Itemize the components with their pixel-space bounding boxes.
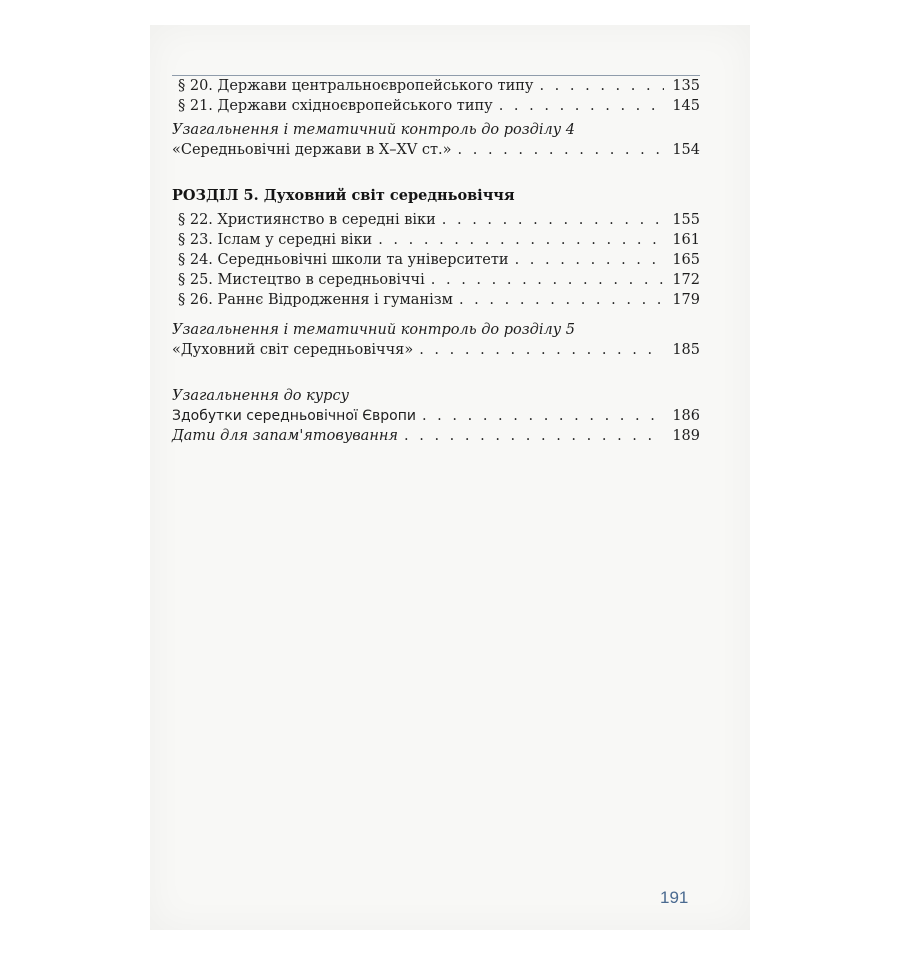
toc-entry-page: 161 (672, 232, 700, 248)
toc-entry-20 (172, 76, 700, 96)
toc-entry-21 (172, 96, 700, 116)
toc-entry-title: § 26. Раннє Відродження і гуманізм (178, 292, 453, 308)
table-of-contents (172, 76, 700, 446)
dot-leader (419, 340, 664, 360)
toc-entry-title: Дати для запам'ятовування (172, 428, 399, 444)
dot-leader (422, 406, 664, 426)
toc-entry-title: § 25. Мистецтво в середньовіччі (178, 272, 425, 288)
toc-entry-23 (172, 230, 700, 250)
toc-entry-page: 185 (672, 342, 700, 358)
section5-summary-line1: Узагальнення і тематичний контроль до розділу 5 (172, 322, 575, 338)
toc-entry-24 (172, 250, 700, 270)
toc-entry-page: 145 (672, 98, 700, 114)
section4-summary-entry (172, 140, 700, 160)
course-summary-heading: Узагальнення до курсу (172, 388, 349, 404)
toc-entry-page: 135 (672, 78, 700, 94)
toc-entry-page: 186 (672, 408, 700, 424)
dot-leader (378, 230, 664, 250)
section5-heading: РОЗДІЛ 5. Духовний світ середньовіччя (172, 187, 515, 204)
toc-entry-title: § 20. Держави центральноєвропейського типу (178, 78, 534, 94)
course-summary-entry (172, 406, 700, 426)
toc-entry-title: § 21. Держави східноєвропейського типу (178, 98, 493, 114)
toc-entry-page: 165 (672, 252, 700, 268)
toc-entry-title: «Середньовічні держави в X–XV ст.» (172, 142, 452, 158)
toc-entry-page: 179 (672, 292, 700, 308)
dot-leader (442, 210, 664, 230)
dot-leader (404, 426, 664, 446)
section5-summary-entry (172, 340, 700, 360)
toc-entry-26 (172, 290, 700, 310)
toc-entry-22 (172, 210, 700, 230)
dot-leader (458, 140, 664, 160)
toc-entry-title: § 22. Християнство в середні віки (178, 212, 436, 228)
page-number: 191 (660, 888, 689, 907)
toc-entry-page: 172 (672, 272, 700, 288)
dot-leader (515, 250, 664, 270)
dot-leader (431, 270, 664, 290)
toc-entry-title: § 24. Середньовічні школи та університети (178, 252, 509, 268)
toc-entry-25 (172, 270, 700, 290)
toc-entry-page: 154 (672, 142, 700, 158)
dot-leader (499, 96, 664, 116)
toc-entry-title: § 23. Іслам у середні віки (178, 232, 373, 248)
toc-entry-title: «Духовний світ середньовіччя» (172, 342, 414, 358)
dot-leader (539, 76, 664, 96)
toc-entry-title: Здобутки середньовічної Європи (172, 408, 416, 424)
dates-entry (172, 426, 700, 446)
toc-entry-page: 155 (672, 212, 700, 228)
section4-summary-line1: Узагальнення і тематичний контроль до розділу 4 (172, 122, 575, 138)
dot-leader (459, 290, 664, 310)
toc-entry-page: 189 (672, 428, 700, 444)
